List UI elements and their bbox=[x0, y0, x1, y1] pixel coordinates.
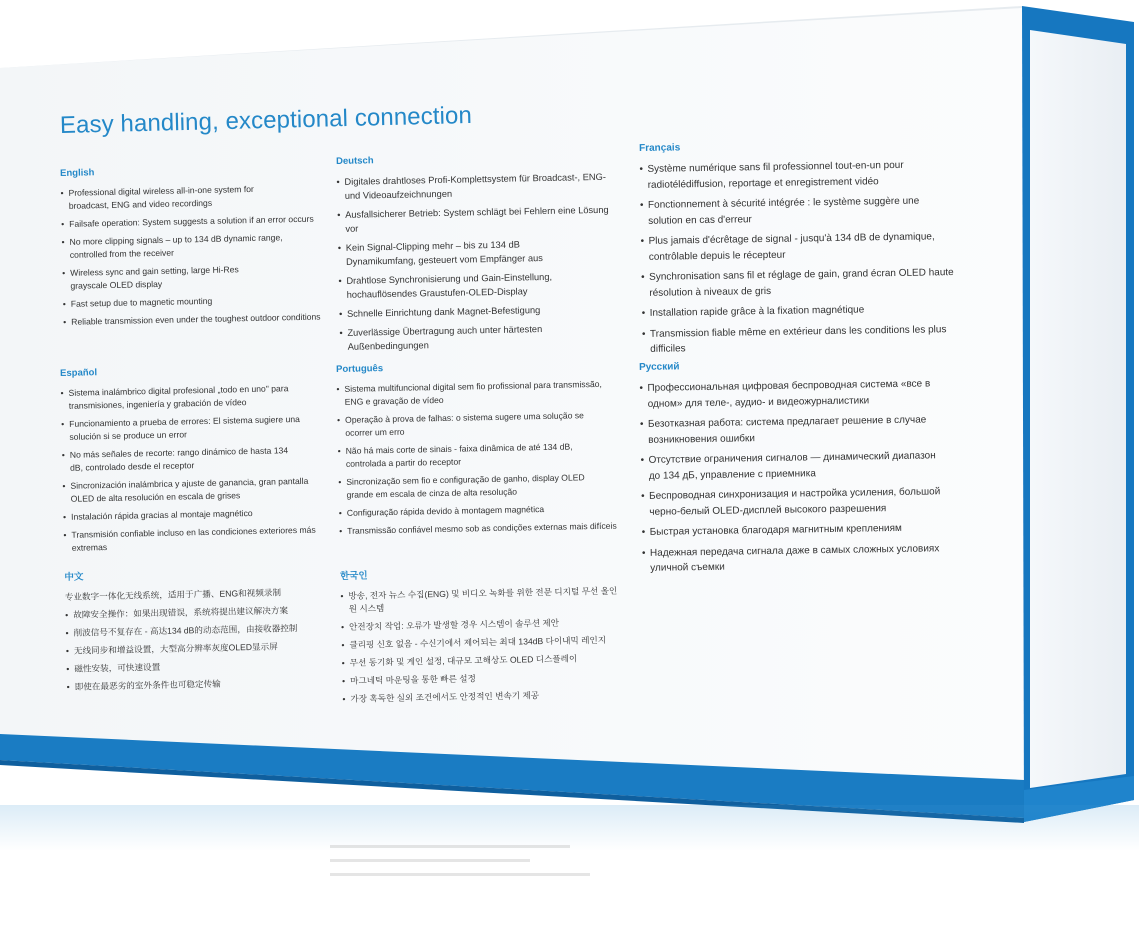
list-item: • Synchronisation sans fil et réglage de gain, grand écran OLED haute résolution à niveaux de gris bbox=[641, 265, 954, 301]
list-item: • Transmissão confiável mesmo sob as condições externas mais difíceis bbox=[339, 519, 637, 538]
list-item: • 削波信号不复存在 - 高达134 dB的动态范围，由接收器控制 bbox=[65, 621, 325, 639]
list-item: • Sistema multifuncional digital sem fio profissional para transmissão, ENG e gravação de vídeo bbox=[336, 378, 614, 409]
list-item: • Sincronización inalámbrica y ajuste de ganancia, gran pantalla OLED de alta resolución en escala de grises bbox=[62, 474, 332, 506]
section-heading-korean: 한국인 bbox=[339, 570, 368, 582]
list-item: • Drahtlose Synchronisierung und Gain-Einstellung, hochauflösendes Graustufen-OLED-Display bbox=[338, 269, 621, 302]
section-heading: Español bbox=[60, 367, 98, 379]
list-item: • Installation rapide grâce à la fixation magnétique bbox=[642, 301, 942, 321]
reflection-text-ghost bbox=[330, 845, 590, 887]
list-item: • 안전장치 작업: 오류가 발생할 경우 시스템이 솔루션 제안 bbox=[341, 616, 616, 634]
chinese-intro: 专业数字一体化无线系统，适用于广播、ENG和视频录制 bbox=[64, 587, 282, 602]
list-item: • 마그네틱 마운팅을 통한 빠른 설정 bbox=[342, 670, 617, 688]
list-item: • Sincronização sem fio e configuração de ganho, display OLED grande em escala de cinza de alta resolução bbox=[338, 471, 608, 502]
list-item: • Безотказная работа: система предлагает решение в случае возникновения ошибки bbox=[640, 412, 938, 448]
section-heading-chinese: 中文 bbox=[64, 571, 84, 583]
list-item: • Système numérique sans fil professionnel tout-en-un pour radiotélédiffusion, reportage et enregistrement vidéo bbox=[639, 158, 922, 193]
list-item: • Digitales drahtloses Profi-Komplettsystem für Broadcast-, ENG- und Videoaufzeichnungen bbox=[336, 170, 606, 203]
section-espanol bbox=[60, 363, 327, 699]
list-item: • Профессиональная цифровая беспроводная система «все в одном» для теле-, аудио- и видеожурналистики bbox=[639, 376, 937, 412]
list-item: • Быстрая установка благодаря магнитным креплениям bbox=[642, 520, 942, 540]
section-heading: Deutsch bbox=[336, 155, 374, 167]
section-heading: Português bbox=[336, 363, 384, 375]
section-heading: Français bbox=[639, 142, 681, 154]
list-item: • Professional digital wireless all-in-one system for broadcast, ENG and video recordings bbox=[60, 182, 293, 213]
list-item: • Беспроводная синхронизация и настройка усиления, большой черно-белый OLED-дисплей высокого разрешения bbox=[641, 484, 954, 520]
list-item: • Funcionamiento a prueba de errores: El sistema sugiere una solución si se produce un error bbox=[61, 412, 329, 444]
list-item: • 即使在最恶劣的室外条件也可稳定传输 bbox=[67, 675, 327, 693]
list-item: • Transmission fiable même en extérieur dans les conditions les plus difficiles bbox=[642, 322, 950, 358]
list-item: • Configuração rápida devido à montagem magnética bbox=[339, 502, 614, 520]
list-item: • 무선 동기화 및 게인 설정, 대규모 고해상도 OLED 디스플레이 bbox=[342, 652, 617, 670]
list-item: • Fast setup due to magnetic mounting bbox=[63, 293, 323, 311]
list-item: • Надежная передача сигнала даже в самых сложных условиях уличной съемки bbox=[642, 541, 950, 577]
list-item: • Schnelle Einrichtung dank Magnet-Befestigung bbox=[339, 302, 617, 321]
section-russian bbox=[639, 357, 942, 581]
feature-list-chinese bbox=[65, 604, 327, 694]
list-item: • Wireless sync and gain setting, large Hi-Res grayscale OLED display bbox=[62, 263, 270, 293]
list-item: • Отсутствие ограничения сигналов — динамический диапазон до 134 дБ, управление с приемника bbox=[640, 448, 948, 484]
list-item: • Não há mais corte de sinais - faixa dinâmica de até 134 dB, controlada a partir do receptor bbox=[338, 440, 596, 471]
list-item: • 방송, 전자 뉴스 수집(ENG) 및 비디오 녹화를 위한 전문 디지털 무선 올인원 시스템 bbox=[340, 585, 618, 616]
list-item: • Transmisión confiable incluso en las condiciones exteriores más extremas bbox=[63, 524, 316, 555]
box-reflection bbox=[0, 805, 1139, 936]
list-item: • Failsafe operation: System suggests a solution if an error occurs bbox=[61, 213, 321, 231]
list-item: • No more clipping signals – up to 134 dB dynamic range, controlled from the receiver bbox=[61, 231, 314, 262]
list-item: • Kein Signal-Clipping mehr – bis zu 134 dB Dynamikumfang, gesteuert vom Empfänger aus bbox=[338, 236, 591, 269]
section-francais bbox=[639, 138, 954, 362]
list-item: • No más señales de recorte: rango dinámico de hasta 134 dB, controlado desde el receptor bbox=[62, 444, 300, 475]
feature-list bbox=[60, 182, 323, 329]
list-item: • 가장 혹독한 실외 조건에서도 안정적인 변속기 제공 bbox=[342, 688, 617, 706]
list-item: • Reliable transmission even under the toughest outdoor conditions bbox=[63, 311, 323, 329]
list-item: • Fonctionnement à sécurité intégrée : le système suggère une solution en cas d'erreur bbox=[640, 194, 923, 229]
list-item: • 클리핑 신호 없음 - 수신기에서 제어되는 최대 134dB 다이내믹 레인지 bbox=[341, 634, 616, 652]
list-item: • 磁性安装，可快速设置 bbox=[66, 657, 326, 675]
list-item: • Plus jamais d'écrêtage de signal - jusqu'à 134 dB de dynamique, contrôlable depuis le récepteur bbox=[640, 229, 938, 265]
feature-list bbox=[639, 376, 942, 576]
list-item: • Operação à prova de falhas: o sistema sugere uma solução se ocorrer um erro bbox=[337, 409, 605, 440]
section-deutsch bbox=[336, 151, 618, 359]
feature-list bbox=[336, 170, 617, 354]
section-portugues bbox=[336, 359, 618, 711]
feature-list bbox=[60, 382, 323, 555]
list-item: • 无线同步和增益设置，大型高分辨率灰度OLED显示屏 bbox=[66, 639, 326, 657]
list-item: • Sistema inalámbrico digital profesional „todo en uno" para transmisiones, ingeniería y grabación de vídeo bbox=[60, 382, 300, 413]
section-heading: English bbox=[60, 167, 95, 179]
list-item: • 故障安全操作：如果出现错误，系统将提出建议解决方案 bbox=[65, 604, 325, 622]
feature-list bbox=[639, 157, 954, 357]
feature-list-korean bbox=[340, 585, 617, 706]
list-item: • Ausfallsicherer Betrieb: System schlägt bei Fehlern eine Lösung vor bbox=[337, 203, 615, 236]
list-item: • Instalación rápida gracias al montaje magnético bbox=[63, 506, 323, 524]
section-heading: Русский bbox=[639, 361, 680, 373]
headline: Easy handling, exceptional connection bbox=[59, 101, 473, 139]
feature-list bbox=[336, 378, 617, 538]
section-english bbox=[60, 163, 323, 334]
list-item: • Zuverlässige Übertragung auch unter härtesten Außenbedingungen bbox=[339, 321, 617, 354]
